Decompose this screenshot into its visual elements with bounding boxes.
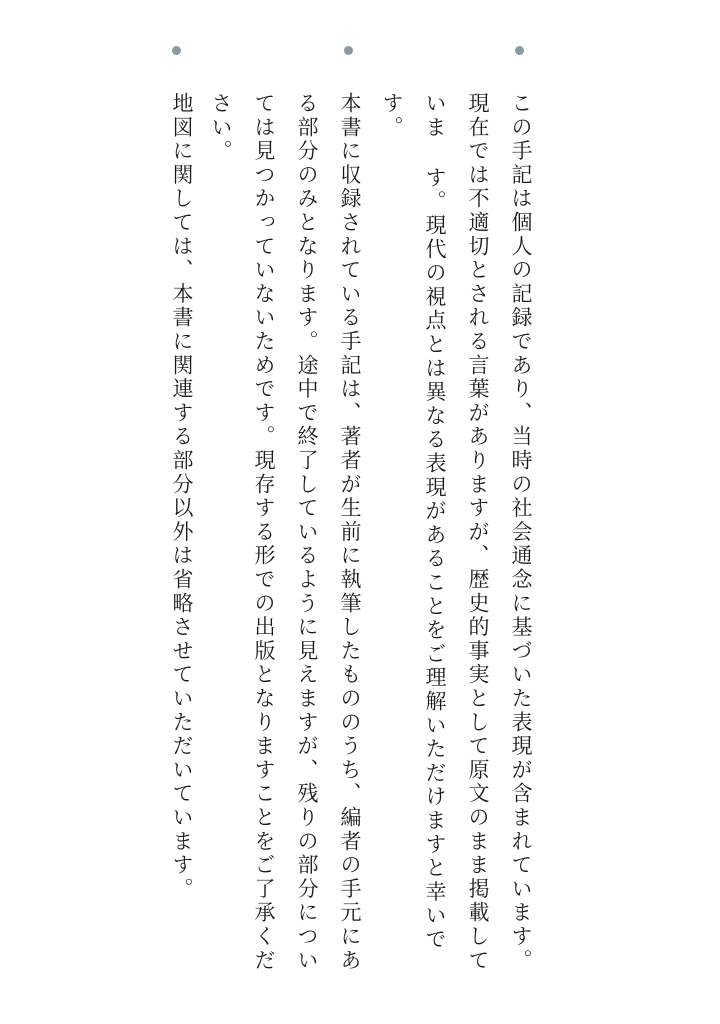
bullet-marker-2 <box>344 46 353 55</box>
note-2-text: 本書に収録されている手記は、著者が生前に執筆したもののうち、編者の手元にある部分のみとなります。途中で終了しているように見えますが、残りの部分については見つかっていないためです。現存する形での出版となりますことをご了承ください。 <box>209 92 362 973</box>
note-3-text: 地図に関しては、本書に関連する部分以外は省略させていただいています。 <box>170 92 194 902</box>
note-3 <box>160 92 203 992</box>
bullet-marker-1 <box>515 46 524 55</box>
note-2 <box>209 92 371 992</box>
note-1 <box>380 92 542 992</box>
bullet-marker-3 <box>172 46 181 55</box>
note-1-text: この手記は個人の記録であり、当時の社会通念に基づいた表現が含まれています。現在では不適切とされる言葉がありますが、歴史的事実として原文のまま掲載していま す。現代の視点とは異なる表現があることをご理解いただけますと幸いです。 <box>380 92 533 973</box>
